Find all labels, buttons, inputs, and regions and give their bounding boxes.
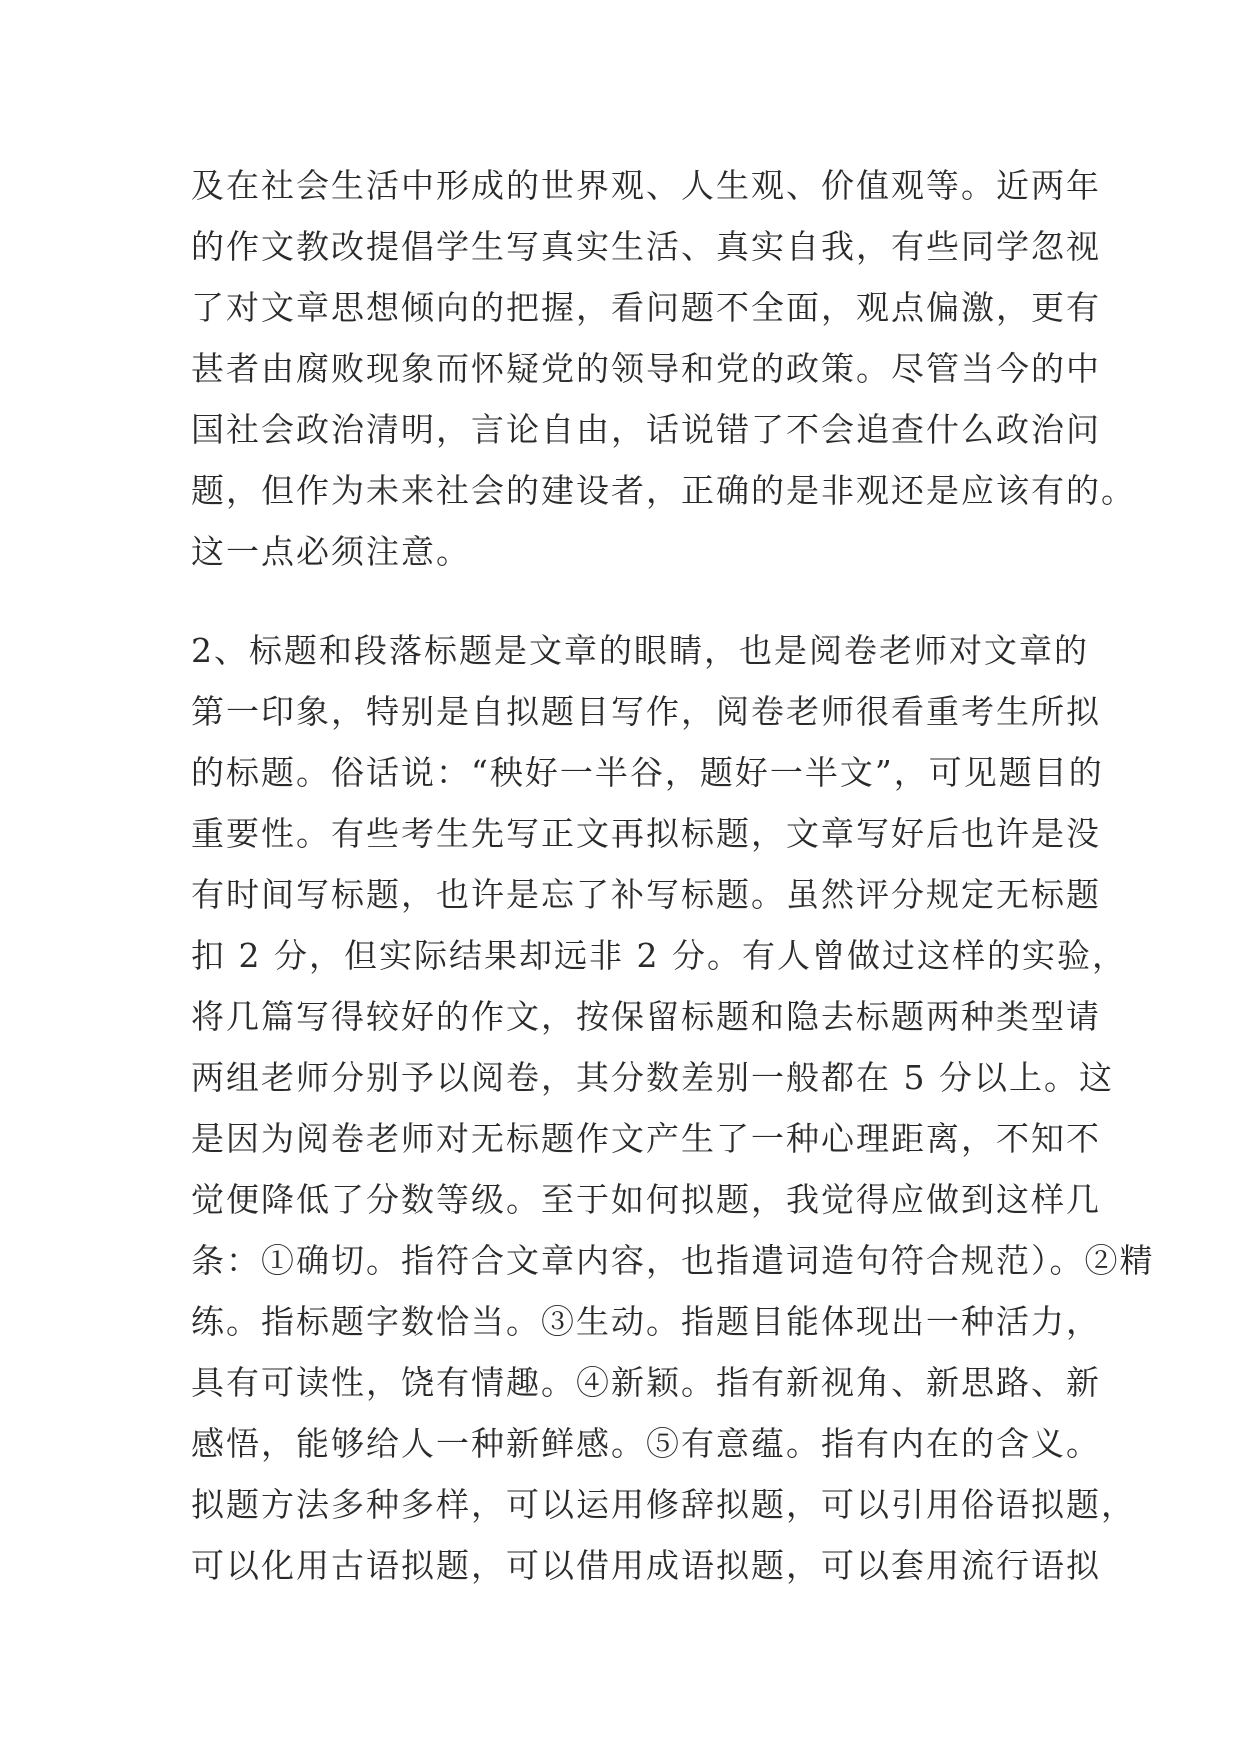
text-line: 及在社会生活中形成的世界观、人生观、价值观等。近两年 [191,166,1101,205]
text-line: 有时间写标题，也许是忘了补写标题。虽然评分规定无标题 [191,875,1101,914]
paragraph-titles [191,620,1155,1657]
text-line: 2、标题和段落标题是文章的眼睛，也是阅卷老师对文章的 [191,631,1089,670]
text-line: 两组老师分别予以阅卷，其分数差别一般都在 5 分以上。这 [191,1058,1114,1097]
paragraph-worldview [191,155,1136,582]
text-line: 了对文章思想倾向的把握，看问题不全面，观点偏激，更有 [191,288,1101,327]
text-line: 将几篇写得较好的作文，按保留标题和隐去标题两种类型请 [191,997,1101,1036]
text-line: 第一印象，特别是自拟题目写作，阅卷老师很看重考生所拟 [191,692,1101,731]
text-line: 题，但作为未来社会的建设者，正确的是非观还是应该有的。 [191,471,1136,510]
text-line: 具有可读性，饶有情趣。④新颖。指有新视角、新思路、新 [191,1363,1101,1402]
text-line: 可以化用古语拟题，可以借用成语拟题，可以套用流行语拟 [191,1546,1101,1585]
text-line: 扣 2 分，但实际结果却远非 2 分。有人曾做过这样的实验， [191,936,1127,975]
text-line: 重要性。有些考生先写正文再拟标题，文章写好后也许是没 [191,814,1101,853]
text-line: 练。指标题字数恰当。③生动。指题目能体现出一种活力， [191,1302,1101,1341]
text-line: 条：①确切。指符合文章内容，也指遣词造句符合规范）。②精 [191,1241,1155,1280]
text-line: 的作文教改提倡学生写真实生活、真实自我，有些同学忽视 [191,227,1101,266]
text-line: 这一点必须注意。 [191,532,471,571]
text-line: 拟题方法多种多样，可以运用修辞拟题，可以引用俗语拟题， [191,1485,1136,1524]
text-line: 觉便降低了分数等级。至于如何拟题，我觉得应做到这样几 [191,1180,1101,1219]
text-line [191,1596,1071,1657]
text-line: 是因为阅卷老师对无标题作文产生了一种心理距离，不知不 [191,1119,1101,1158]
text-line: 的标题。俗话说：“秧好一半谷，题好一半文”，可见题目的 [191,753,1104,792]
text-line: 甚者由腐败现象而怀疑党的领导和党的政策。尽管当今的中 [191,349,1101,388]
text-line: 国社会政治清明，言论自由，话说错了不会追查什么政治问 [191,410,1101,449]
text-line: 感悟，能够给人一种新鲜感。⑤有意蕴。指有内在的含义。 [191,1424,1101,1463]
